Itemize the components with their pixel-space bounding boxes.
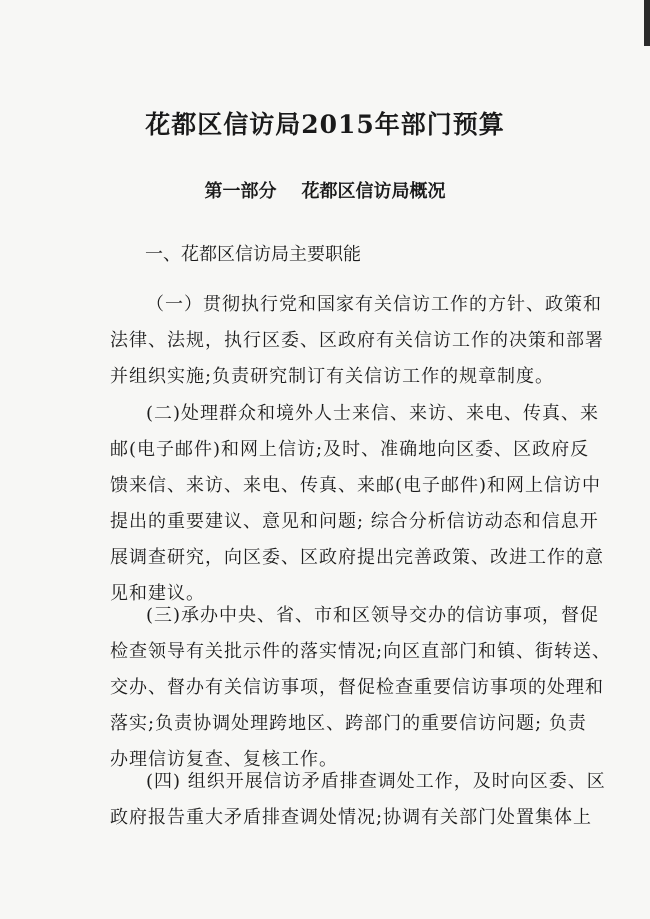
paragraph-line: (四) 组织开展信访矛盾排查调处工作，及时向区委、区	[146, 771, 606, 792]
paragraph-1	[110, 287, 604, 395]
paragraph-line: 邮(电子邮件)和网上信访;及时、准确地向区委、区政府反	[110, 439, 590, 460]
scan-edge-mark	[644, 0, 650, 46]
paragraph-line: 政府报告重大矛盾排查调处情况;协调有关部门处置集体上	[110, 807, 593, 828]
paragraph-line: 检查领导有关批示件的落实情况;向区直部门和镇、街转送、	[110, 641, 612, 662]
paragraph-line: 馈来信、来访、来电、传真、来邮(电子邮件)和网上信访中	[110, 475, 602, 496]
paragraph-2	[110, 396, 604, 612]
paragraph-4	[110, 764, 606, 836]
paragraph-line: 并组织实施;负责研究制订有关信访工作的规章制度。	[110, 366, 555, 387]
paragraph-line: 提出的重要建议、意见和问题; 综合分析信访动态和信息开	[110, 511, 599, 532]
section-heading: 一、花都区信访局主要职能	[145, 244, 361, 265]
paragraph-line: 见和建议。	[110, 583, 205, 604]
paragraph-line: 办理信访复查、复核工作。	[110, 749, 338, 770]
paragraph-line: 交办、督办有关信访事项，督促检查重要信访事项的处理和	[110, 677, 604, 698]
paragraph-line: (二)处理群众和境外人士来信、来访、来电、传真、来	[146, 403, 600, 424]
paragraph-line: (三)承办中央、省、市和区领导交办的信访事项，督促	[146, 605, 600, 626]
paragraph-line: 展调查研究，向区委、区政府提出完善政策、改进工作的意	[110, 547, 604, 568]
paragraph-line: 落实;负责协调处理跨地区、跨部门的重要信访问题; 负责	[110, 713, 587, 734]
document-title: 花都区信访局2015年部门预算	[145, 110, 505, 139]
paragraph-line: 法律、法规，执行区委、区政府有关信访工作的决策和部署	[110, 330, 604, 351]
paragraph-3	[110, 598, 612, 778]
paragraph-line: （一）贯彻执行党和国家有关信访工作的方针、政策和	[146, 294, 602, 315]
part-heading: 第一部分 花都区信访局概况	[204, 181, 446, 202]
